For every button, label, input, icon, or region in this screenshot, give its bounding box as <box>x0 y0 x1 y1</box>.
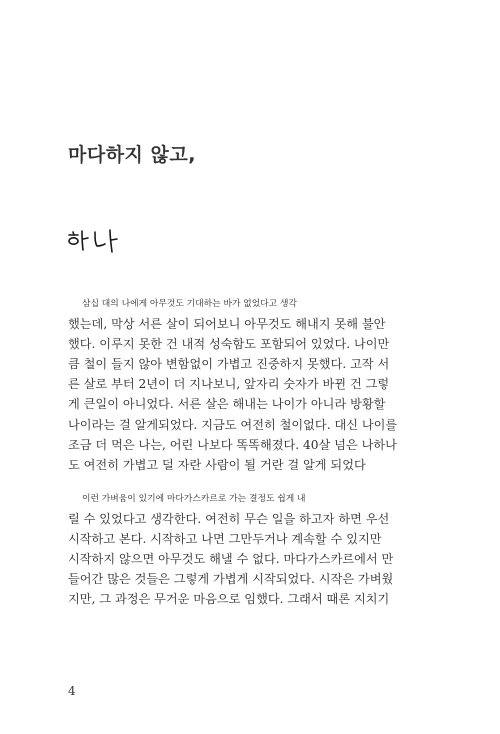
text-line: 들어간 많은 것들은 그렇게 가볍게 시작되었다. 시작은 가벼웠 <box>68 572 394 587</box>
text-line: 릴 수 있었다고 생각한다. 여전히 무슨 일을 하고자 하면 우선 <box>68 511 390 526</box>
page-number: 4 <box>68 684 76 698</box>
body-text <box>68 294 440 623</box>
text-line: 삼십 대의 나에게 아무것도 기대하는 바가 없었다고 생각 <box>82 299 298 309</box>
text-line: 조금 더 먹은 나는, 어린 나보다 똑똑해졌다. 40살 넘은 나하나 <box>68 437 397 452</box>
text-line: 시작하고 본다. 시작하고 나면 그만두거나 계속할 수 있지만 <box>68 532 382 547</box>
text-line: 이런 가벼움이 있기에 마다가스카르로 가는 결정도 쉽게 내 <box>82 493 306 504</box>
text-line: 도 여전히 가볍고 덜 자란 사람이 될 거란 걸 알게 되었다 <box>68 457 366 472</box>
text-line: 했는데, 막상 서른 살이 되어보니 아무것도 해내지 못해 불안 <box>68 317 386 332</box>
text-line: 른 살로 부터 2년이 더 지나보니, 앞자리 숫자가 바뀐 건 그렇 <box>68 377 390 392</box>
text-line: 게 큰일이 아니었다. 서른 살은 해내는 나이가 아니라 방황할 <box>68 397 386 412</box>
text-line: 큼 철이 들지 않아 변함없이 가볍고 진중하지 못했다. 고작 서 <box>68 357 390 372</box>
text-line: 지만, 그 과정은 무거운 마음으로 임했다. 그래서 때론 지치기 <box>68 592 390 607</box>
text-line: 시작하지 않으면 아무것도 해낼 수 없다. 마다가스카르에서 만 <box>68 552 394 567</box>
text-line: 했다. 이루지 못한 건 내적 성숙함도 포함되어 있었다. 나이만 <box>68 337 390 352</box>
paragraph-2 <box>68 489 440 610</box>
handwritten-note <box>64 226 124 256</box>
paragraph-1 <box>68 294 440 475</box>
chapter-title: 마다하지 않고, <box>68 144 196 166</box>
text-line: 나이라는 걸 알게되었다. 지금도 여전히 철이없다. 대신 나이를 <box>68 417 398 432</box>
handwriting-glyphs <box>64 226 124 256</box>
